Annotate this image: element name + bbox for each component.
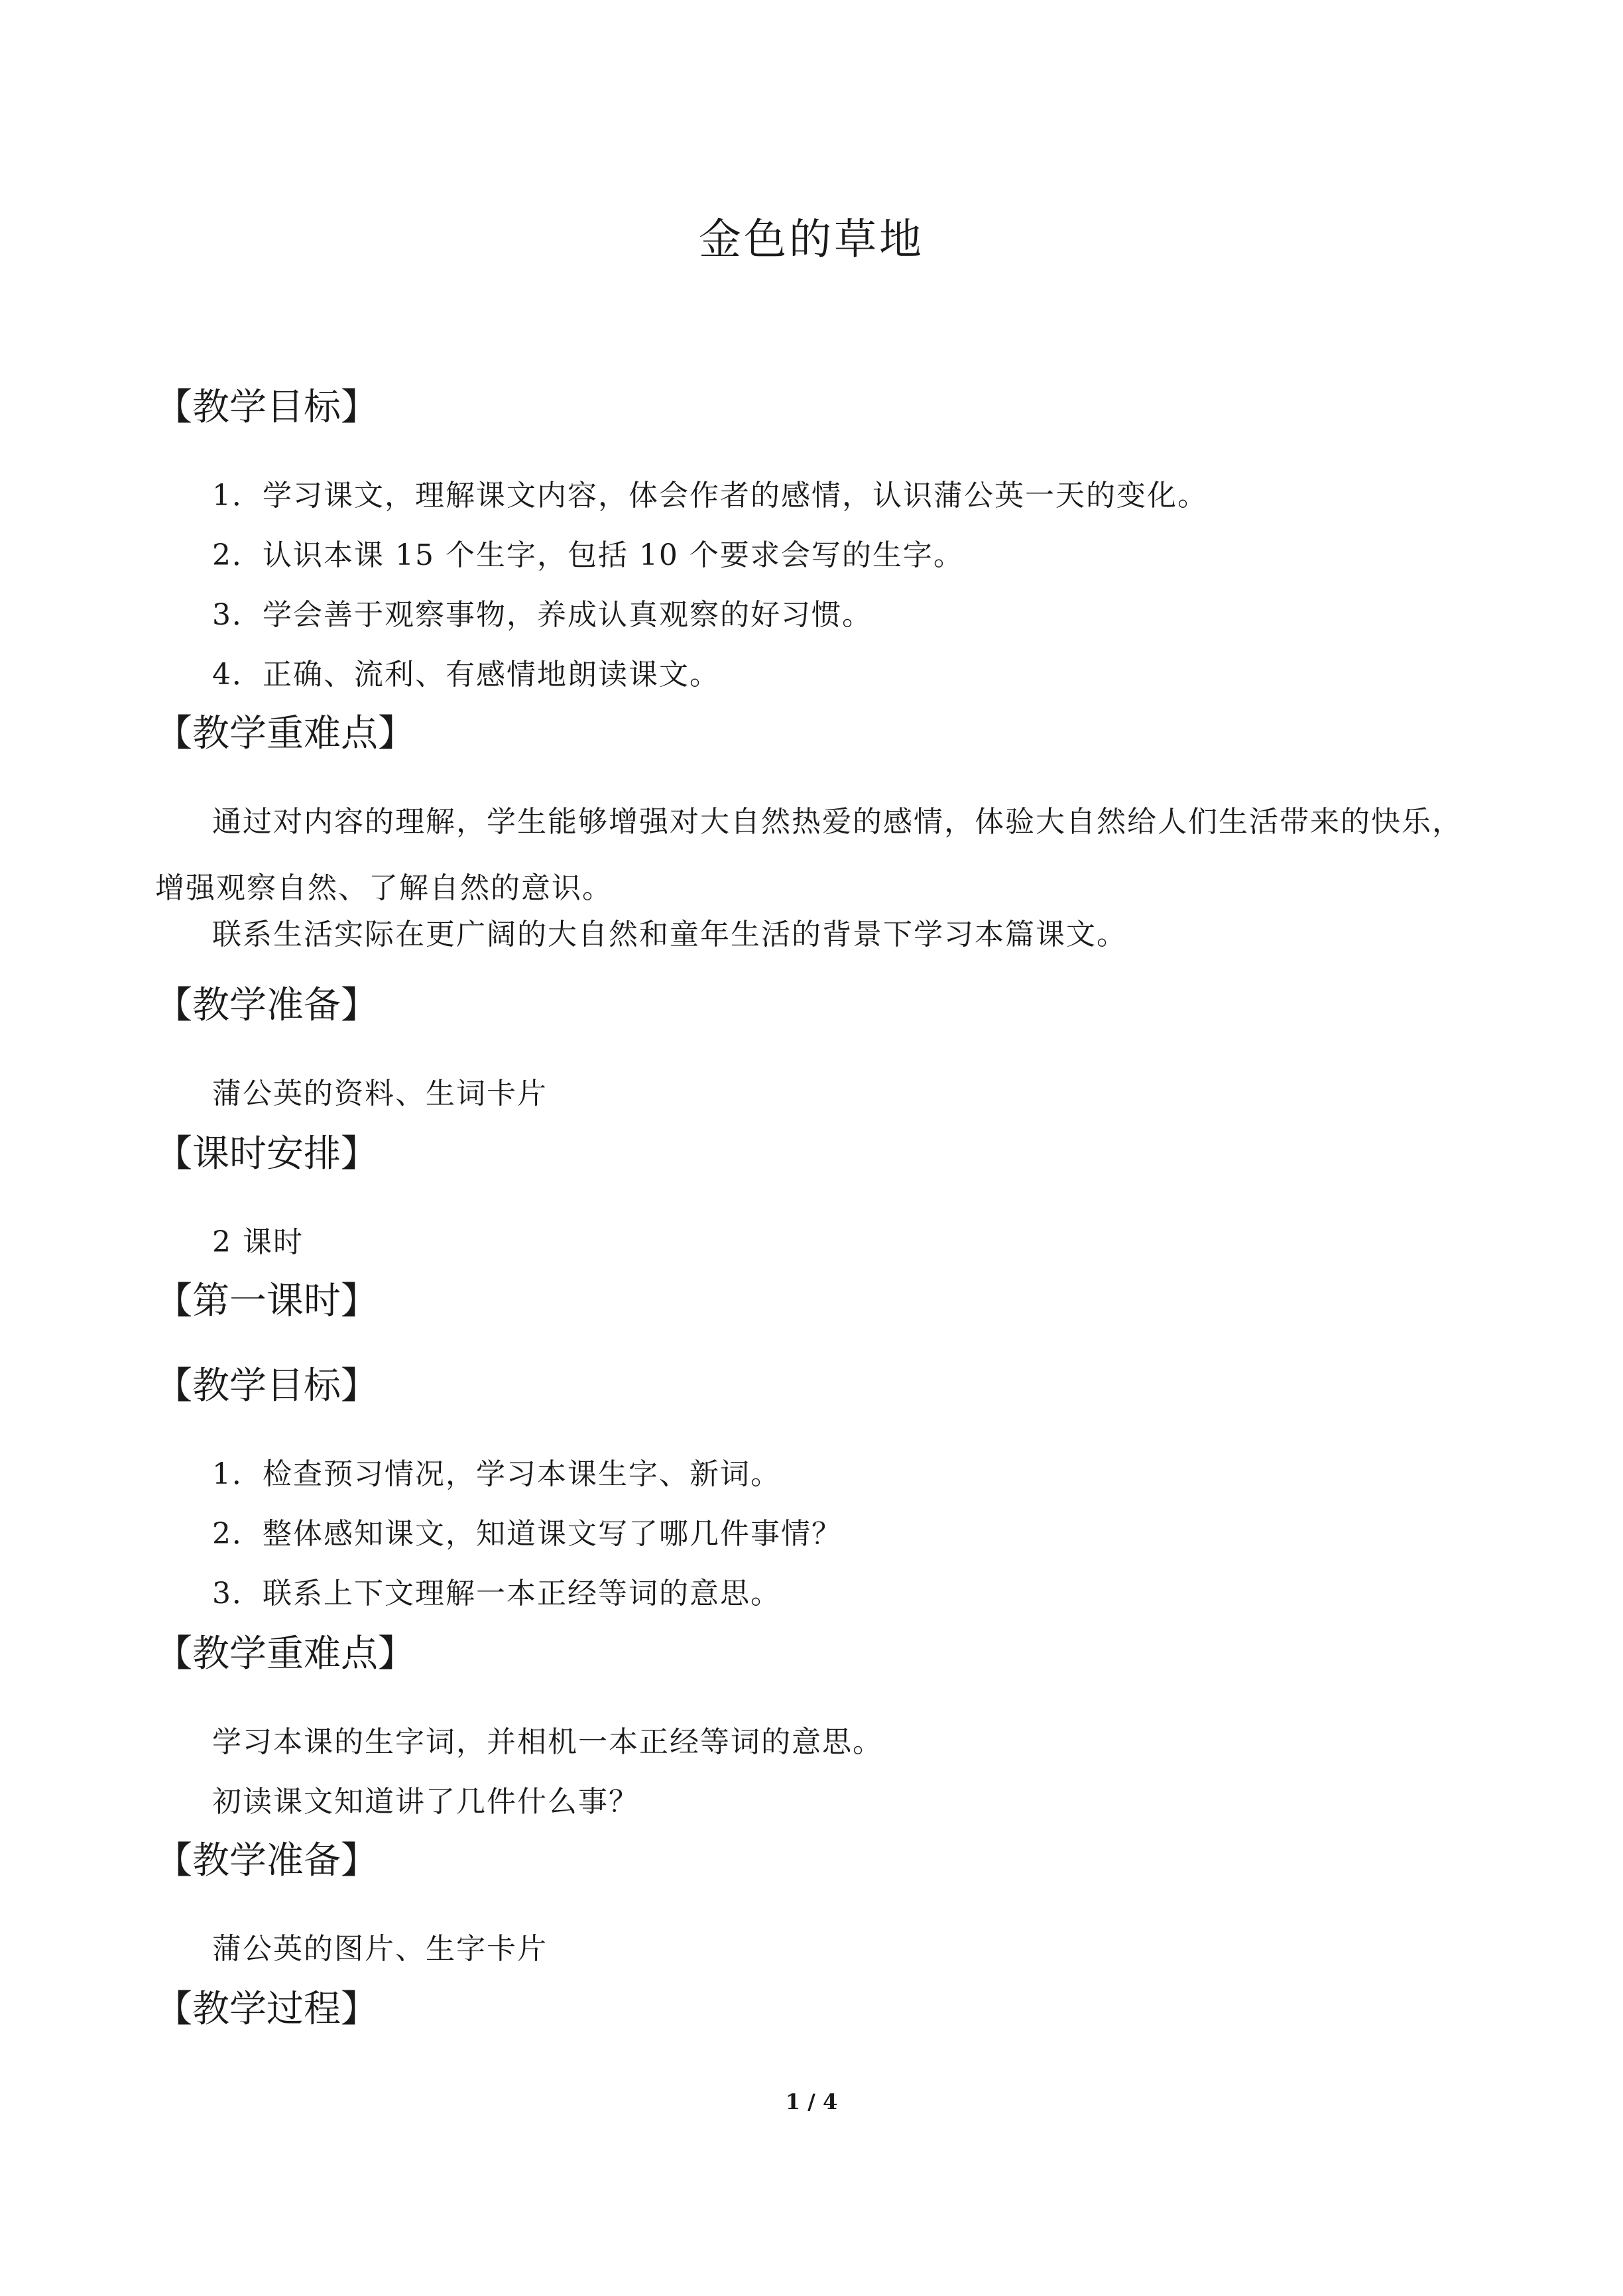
document-title: 金色的草地 xyxy=(699,215,924,265)
page-number: 1 / 4 xyxy=(785,2089,838,2114)
lesson-one-goal-item-2: 2．整体感知课文，知道课文写了哪几件事情？ xyxy=(212,1517,842,1551)
key-point-paragraph-2: 联系生活实际在更广阔的大自然和童年生活的背景下学习本篇课文。 xyxy=(212,918,1127,951)
lesson-one-heading-goals: 【教学目标】 xyxy=(155,1364,378,1408)
section-heading-schedule: 【课时安排】 xyxy=(155,1132,378,1176)
section-heading-lesson-one: 【第一课时】 xyxy=(155,1280,378,1323)
goal-item-2: 2．认识本课 15 个生字，包括 10 个要求会写的生字。 xyxy=(212,538,964,572)
lesson-one-heading-key-points: 【教学重难点】 xyxy=(155,1632,415,1675)
lesson-one-heading-preparation: 【教学准备】 xyxy=(155,1839,378,1882)
goal-item-3: 3．学会善于观察事物，养成认真观察的好习惯。 xyxy=(212,598,872,632)
lesson-one-goal-item-3: 3．联系上下文理解一本正经等词的意思。 xyxy=(212,1577,781,1610)
lesson-one-key-point-2: 初读课文知道讲了几件什么事？ xyxy=(212,1785,639,1819)
key-point-paragraph-1: 通过对内容的理解，学生能够增强对大自然热爱的感情，体验大自然给人们生活带来的快乐，增强观察自然、了解自然的意识。 xyxy=(155,805,1463,905)
goal-item-4: 4．正确、流利、有感情地朗读课文。 xyxy=(212,658,720,692)
lesson-one-preparation-text: 蒲公英的图片、生字卡片 xyxy=(212,1932,548,1966)
preparation-text: 蒲公英的资料、生词卡片 xyxy=(212,1077,548,1111)
section-heading-key-points: 【教学重难点】 xyxy=(155,712,415,755)
schedule-text: 2 课时 xyxy=(212,1225,304,1259)
lesson-one-heading-process: 【教学过程】 xyxy=(155,1988,378,2031)
lesson-one-key-point-1: 学习本课的生字词，并相机一本正经等词的意思。 xyxy=(212,1725,883,1759)
section-heading-goals: 【教学目标】 xyxy=(155,386,378,429)
goal-item-1: 1．学习课文，理解课文内容，体会作者的感情，认识蒲公英一天的变化。 xyxy=(212,479,1208,513)
lesson-one-goal-item-1: 1．检查预习情况，学习本课生字、新词。 xyxy=(212,1457,781,1491)
section-heading-preparation: 【教学准备】 xyxy=(155,984,378,1027)
